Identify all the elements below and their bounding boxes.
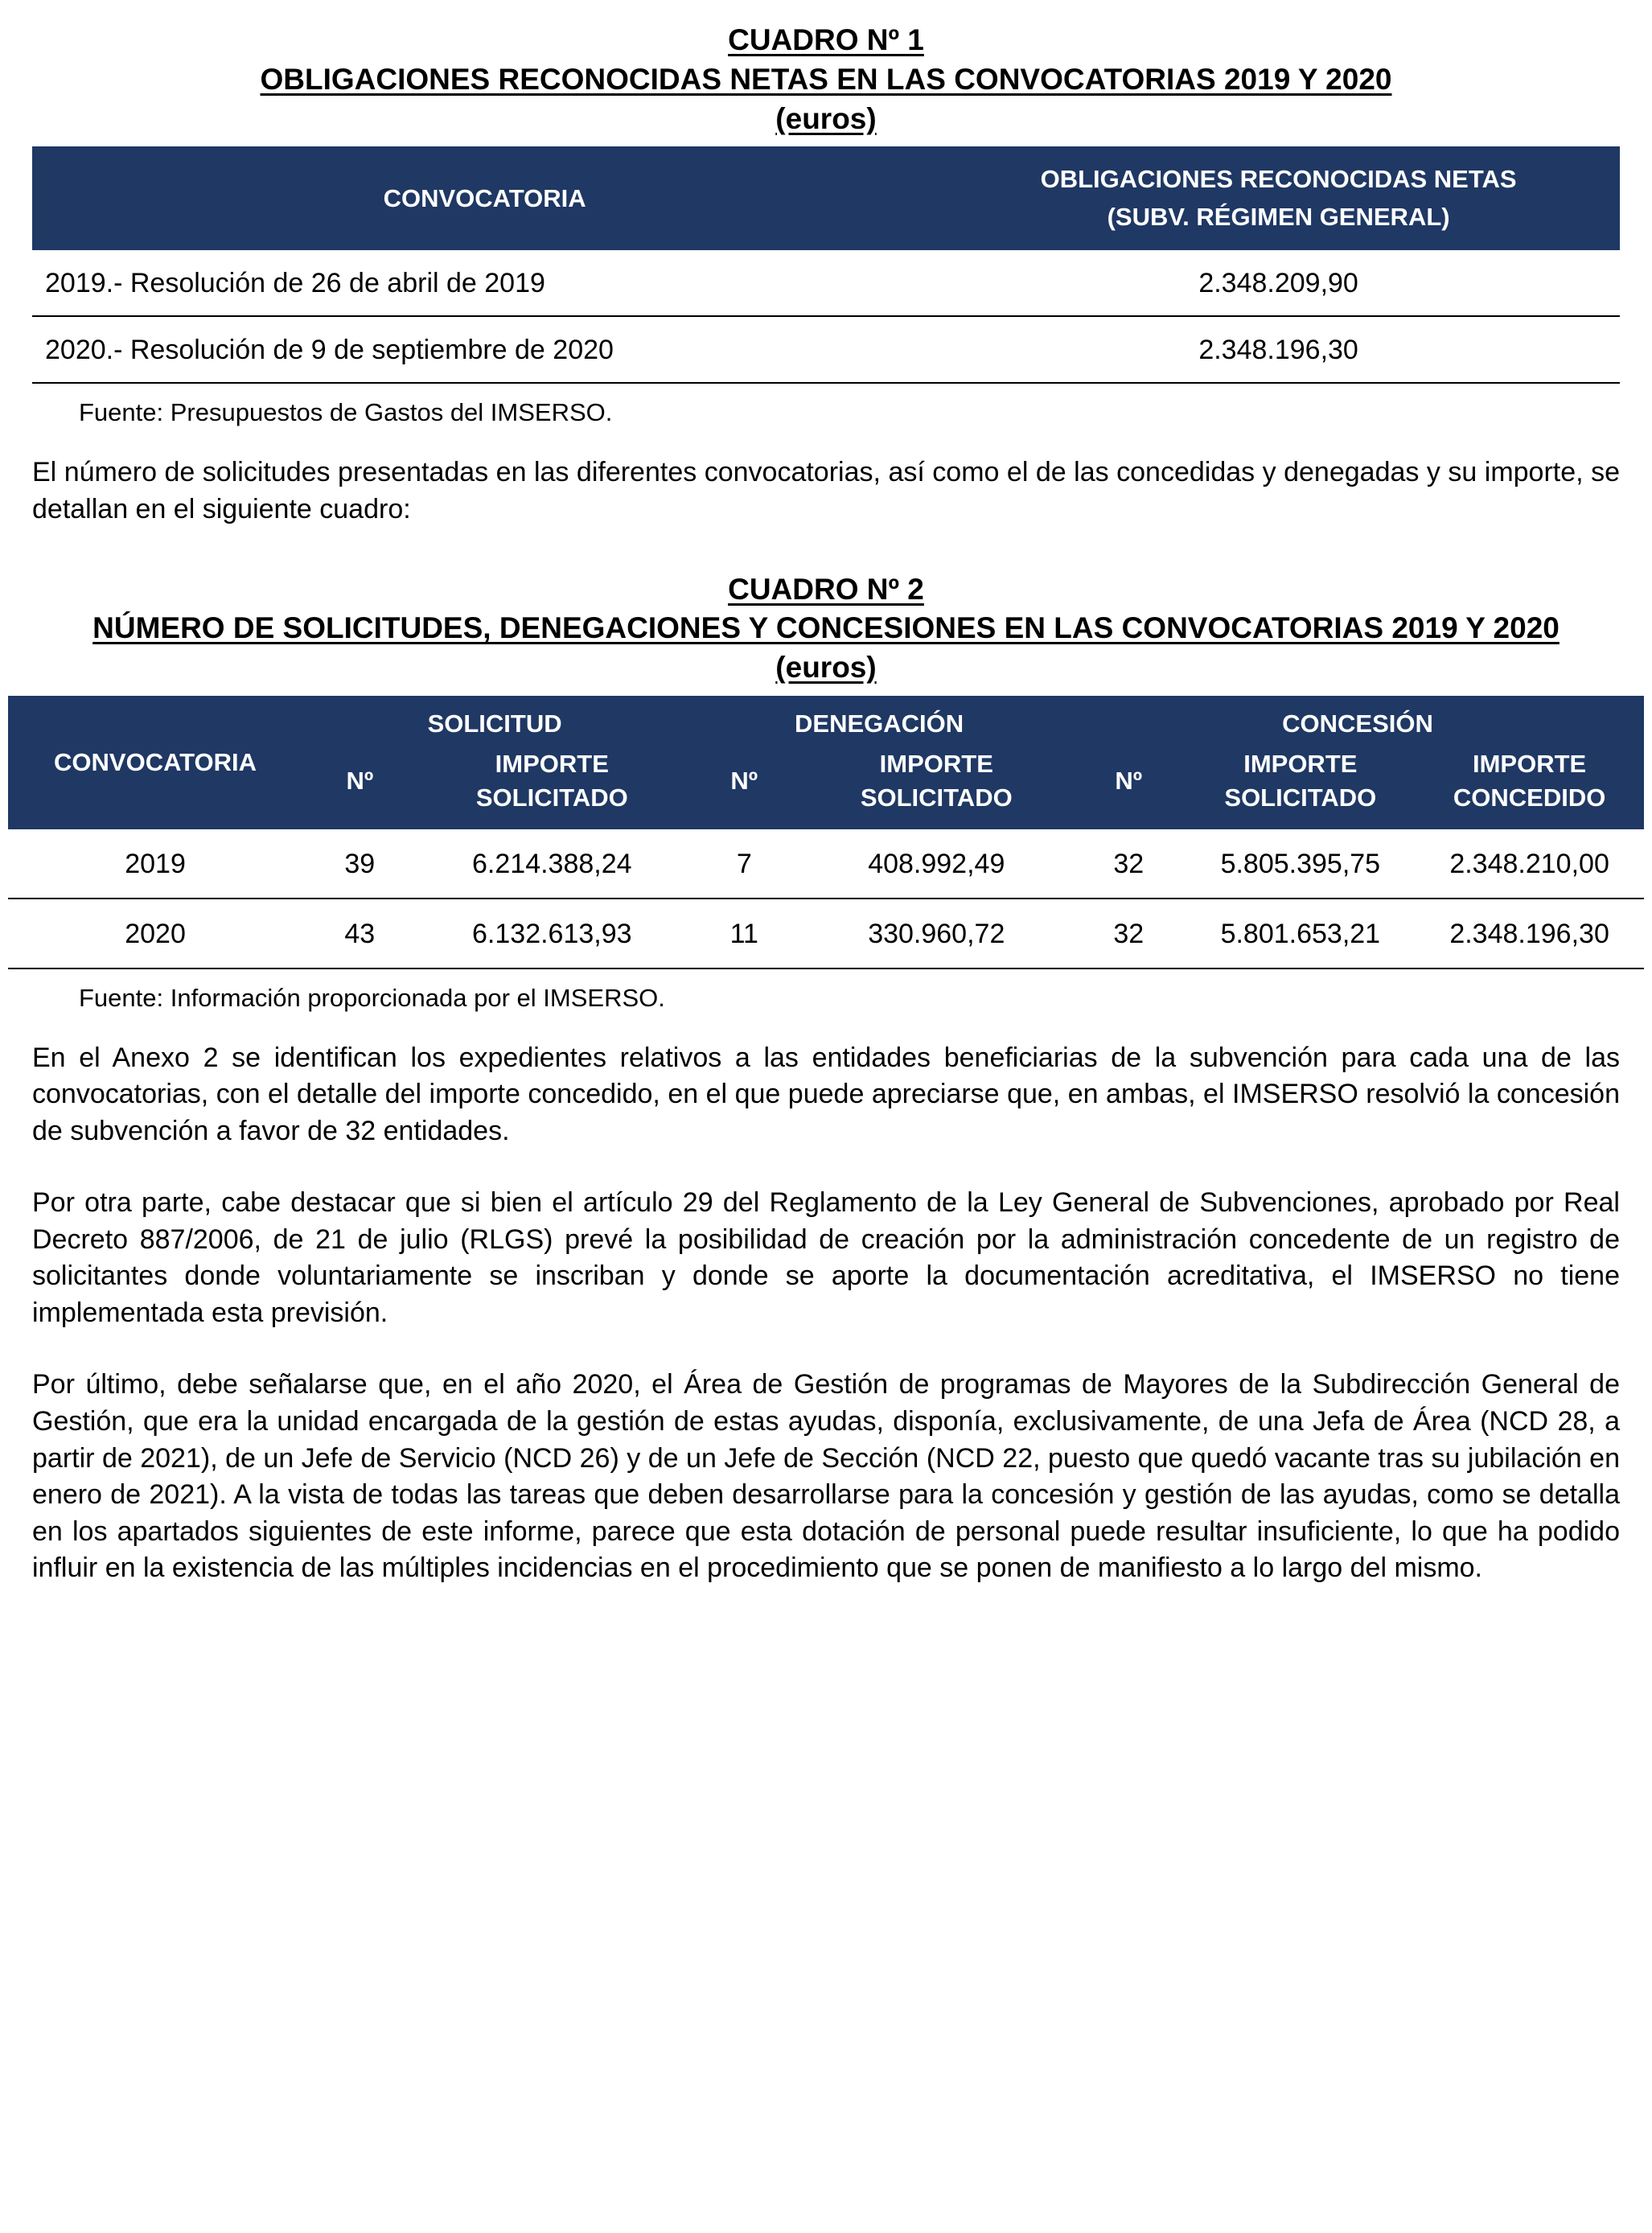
importe-line: IMPORTE (1243, 749, 1358, 778)
cuadro2-subheader-concesion-importe-solicitado (1186, 744, 1415, 829)
table-row (8, 829, 1644, 899)
cuadro1-header-row (32, 146, 1620, 250)
cuadro2-unit: (euros) (775, 651, 877, 685)
concedido-line: CONCEDIDO (1453, 783, 1606, 812)
cuadro1-header-obligaciones-line2: (SUBV. RÉGIMEN GENERAL) (1107, 202, 1450, 231)
cuadro1-header-convocatoria: CONVOCATORIA (32, 146, 937, 250)
cuadro2-row2-den-importe: 330.960,72 (801, 899, 1071, 968)
cuadro2-row1-sol-num: 39 (302, 829, 417, 899)
cuadro2-header-solicitud: SOLICITUD (302, 696, 687, 744)
cuadro2-subtitle: NÚMERO DE SOLICITUDES, DENEGACIONES Y CONCESIONES EN LAS CONVOCATORIAS 2019 Y 2020 (92, 611, 1560, 645)
cuadro2-subheader-denegacion-num: Nº (687, 744, 801, 829)
body-paragraph-3: Por último, debe señalarse que, en el año 2020, el Área de Gestión de programas de Mayores de la Subdirección General de Gestión, que era la unidad encargada de la gestión de estas ayudas, disponía, exclusivamente, de una Jefa de Área (NCD 28, a partir de 2021), de un Jefe de Servicio (NCD 26) y de un Jefe de Sección (NCD 22, puesto que quedó vacante tras su jubilación en enero de 2021). A la vista de todas las tareas que deben desarrollarse para la concesión y gestión de las ayudas, como se detalla en los apartados siguientes de este informe, parece que esta dotación de personal puede resultar insuficiente, lo que ha podido influir en la existencia de las múltiples incidencias en el procedimiento que se ponen de manifiesto a lo largo del mismo. (32, 1369, 1620, 1584)
cuadro1-header-obligaciones-line1: OBLIGACIONES RECONOCIDAS NETAS (1040, 165, 1517, 194)
solicitado-line: SOLICITADO (475, 783, 628, 812)
cuadro2-subheader-concesion-num: Nº (1071, 744, 1186, 829)
cuadro1-source-note: Fuente: Presupuestos de Gastos del IMSERSO. (79, 398, 613, 427)
cuadro2-group-header-row (8, 696, 1644, 744)
solicitado-line: SOLICITADO (1224, 783, 1377, 812)
cuadro2-row1-convocatoria: 2019 (8, 829, 302, 899)
cuadro1-title: CUADRO Nº 1 (728, 23, 924, 56)
cuadro1-table (32, 146, 1620, 384)
cuadro2-header-convocatoria: CONVOCATORIA (8, 696, 302, 829)
table-row (32, 250, 1620, 316)
cuadro2-row1-con-num: 32 (1071, 829, 1186, 899)
cuadro1-row1-convocatoria: 2019.- Resolución de 26 de abril de 2019 (32, 250, 937, 316)
cuadro2-header-concesion: CONCESIÓN (1071, 696, 1644, 744)
cuadro2-title-block (32, 570, 1620, 688)
cuadro2-source-note: Fuente: Información proporcionada por el IMSERSO. (79, 983, 665, 1012)
cuadro2-row1-con-importe-concedido: 2.348.210,00 (1415, 829, 1644, 899)
cuadro1-title-block (32, 21, 1620, 138)
cuadro2-row1-den-importe: 408.992,49 (801, 829, 1071, 899)
cuadro1-row2-importe: 2.348.196,30 (937, 316, 1620, 383)
cuadro1-header-obligaciones (937, 146, 1620, 250)
cuadro2-row2-den-num: 11 (687, 899, 801, 968)
cuadro2-row2-sol-importe: 6.132.613,93 (417, 899, 687, 968)
body-paragraph-2: Por otra parte, cabe destacar que si bien el artículo 29 del Reglamento de la Ley General de Subvenciones, aprobado por Real Decreto 887/2006, de 21 de julio (RLGS) prevé la posibilidad de creación por la administración concedente de un registro de solicitantes donde voluntariamente se inscriban y donde se aporte la documentación acreditativa, el IMSERSO no tiene implementada esta previsión. (32, 1187, 1620, 1328)
cuadro2-table (8, 696, 1644, 969)
cuadro1-row1-importe: 2.348.209,90 (937, 250, 1620, 316)
cuadro2-table-wrapper (8, 696, 1644, 969)
cuadro2-subheader-solicitud-num: Nº (302, 744, 417, 829)
cuadro2-row2-sol-num: 43 (302, 899, 417, 968)
cuadro2-row2-con-importe-concedido: 2.348.196,30 (1415, 899, 1644, 968)
cuadro2-row2-con-importe-solicitado: 5.801.653,21 (1186, 899, 1415, 968)
cuadro2-subheader-concesion-importe-concedido (1415, 744, 1644, 829)
table-row (32, 316, 1620, 383)
cuadro2-subheader-solicitud-importe (417, 744, 687, 829)
importe-line: IMPORTE (1472, 749, 1587, 778)
importe-line: IMPORTE (879, 749, 993, 778)
cuadro1-unit: (euros) (775, 101, 877, 135)
table-row (8, 899, 1644, 968)
cuadro2-subheader-denegacion-importe (801, 744, 1071, 829)
body-paragraph-1: En el Anexo 2 se identifican los expedientes relativos a las entidades beneficiarias de la subvención para cada una de las convocatorias, con el detalle del importe concedido, en el que puede apreciarse que, en ambas, el IMSERSO resolvió la concesión de subvención a favor de 32 entidades. (32, 1042, 1620, 1146)
intro-paragraph: El número de solicitudes presentadas en las diferentes convocatorias, así como el de las concedidas y denegadas y su importe, se detallan en el siguiente cuadro: (32, 457, 1620, 525)
solicitado-line: SOLICITADO (860, 783, 1013, 812)
cuadro2-row1-con-importe-solicitado: 5.805.395,75 (1186, 829, 1415, 899)
cuadro2-row1-sol-importe: 6.214.388,24 (417, 829, 687, 899)
cuadro2-row2-con-num: 32 (1071, 899, 1186, 968)
cuadro2-row2-convocatoria: 2020 (8, 899, 302, 968)
cuadro1-row2-convocatoria: 2020.- Resolución de 9 de septiembre de 2020 (32, 316, 937, 383)
importe-line: IMPORTE (495, 749, 609, 778)
cuadro2-header-denegacion: DENEGACIÓN (687, 696, 1071, 744)
cuadro2-title: CUADRO Nº 2 (728, 572, 924, 606)
cuadro2-row1-den-num: 7 (687, 829, 801, 899)
cuadro1-subtitle: OBLIGACIONES RECONOCIDAS NETAS EN LAS CONVOCATORIAS 2019 Y 2020 (260, 62, 1392, 96)
